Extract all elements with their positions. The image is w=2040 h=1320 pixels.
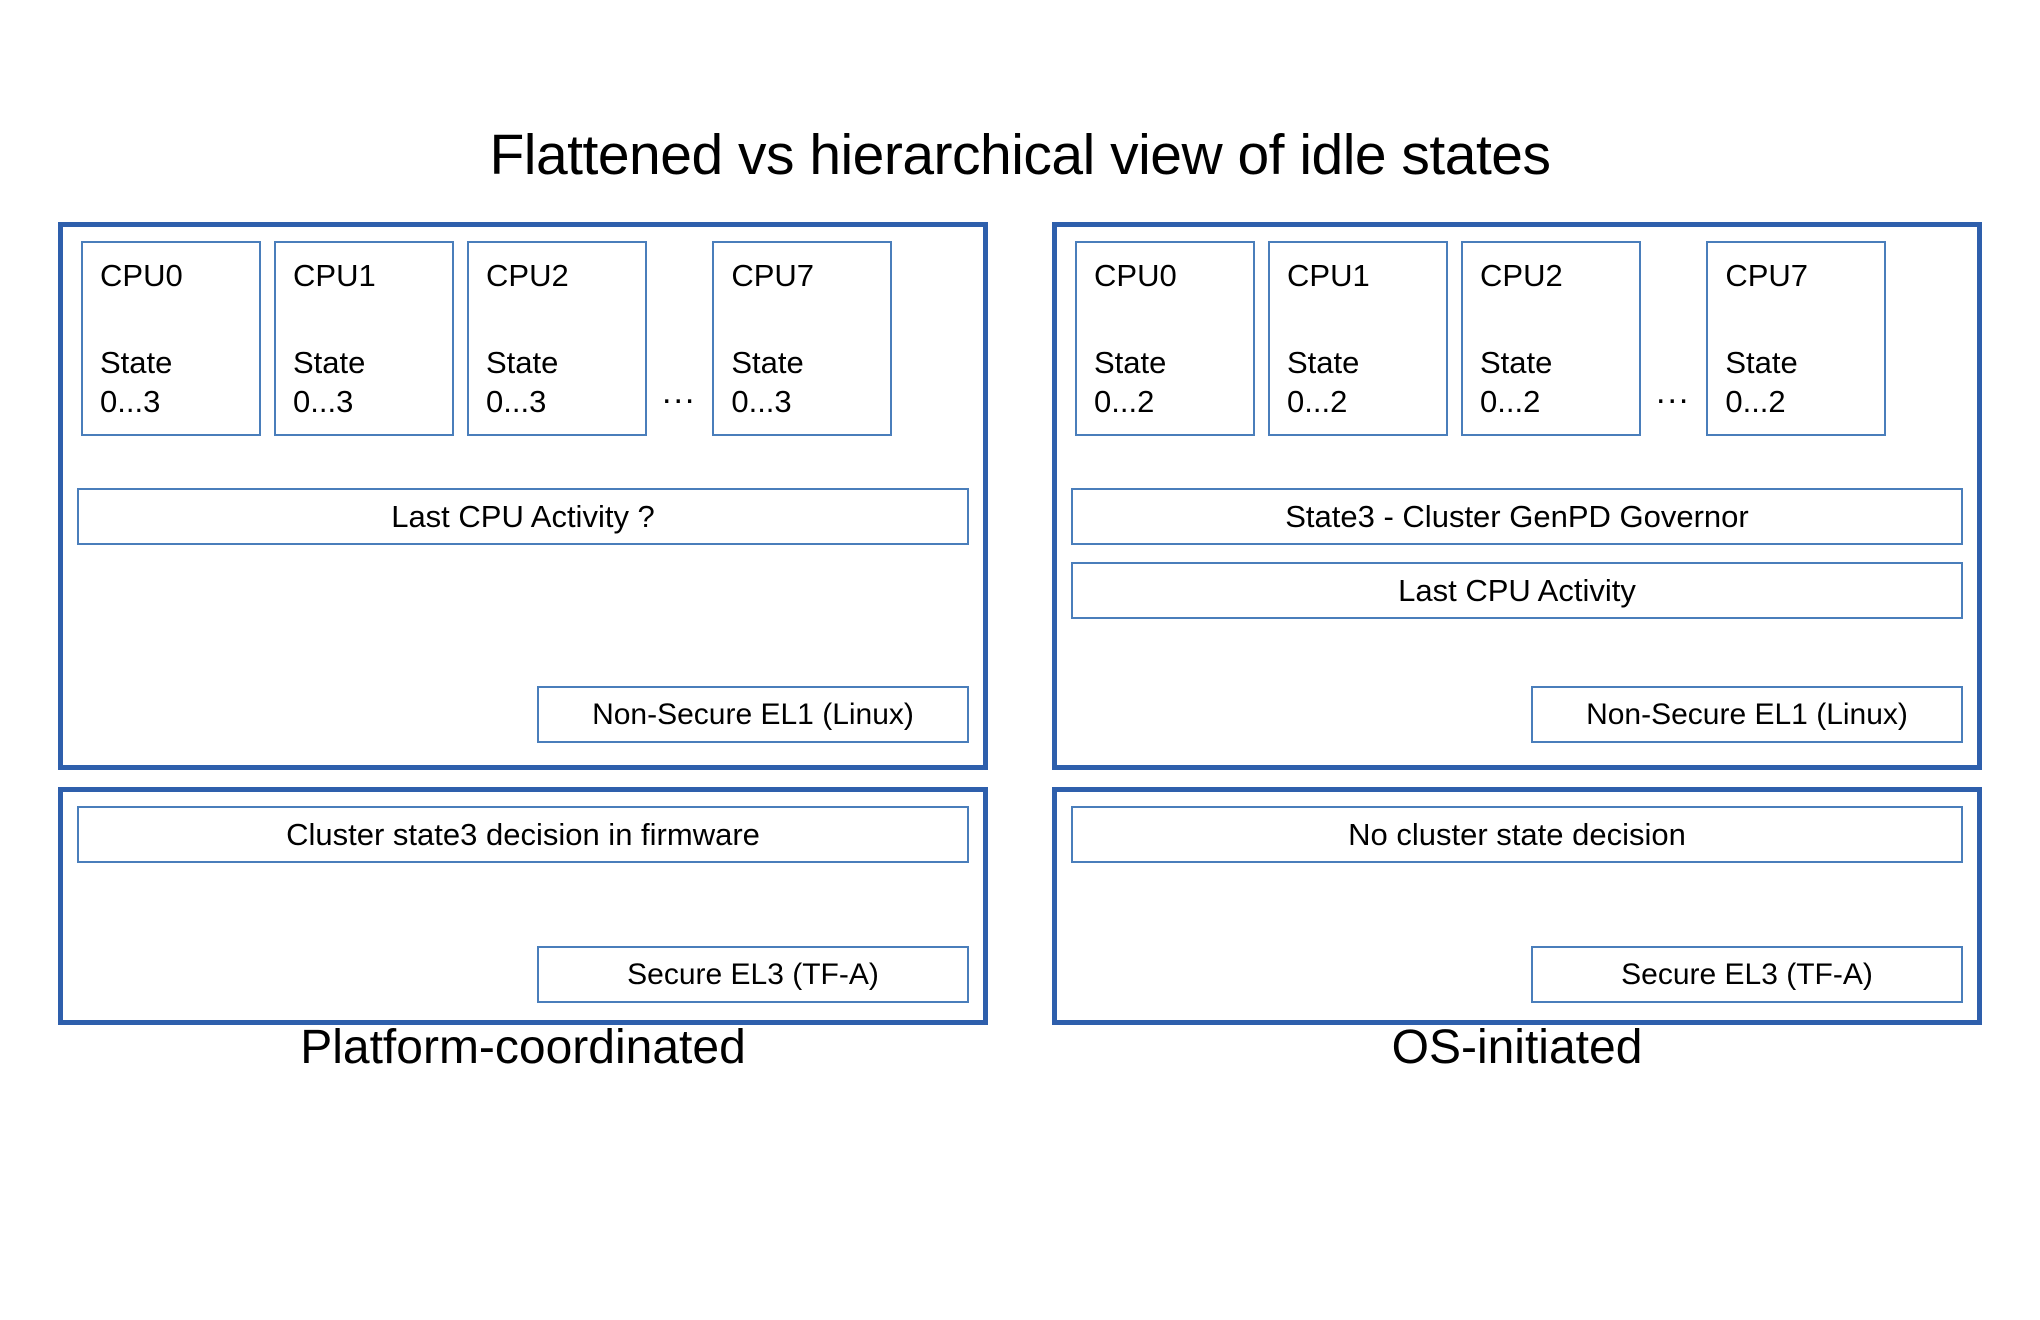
cpu-ellipsis: ... <box>1656 373 1691 411</box>
cpu-label: CPU2 <box>1480 258 1563 293</box>
cpu-state-range: 0...3 <box>293 383 354 419</box>
cpu-box <box>1075 241 1255 436</box>
cpu-state-label: State <box>486 344 559 380</box>
cluster-state-decision-bar: No cluster state decision <box>1071 806 1963 863</box>
cpu-box <box>712 241 892 436</box>
cluster-state-decision-bar: Cluster state3 decision in firmware <box>77 806 969 863</box>
cpu-label: CPU2 <box>486 258 569 293</box>
firmware-layer-box-left <box>58 787 988 1025</box>
cpu-state-range: 0...2 <box>1480 383 1541 419</box>
exception-level-el3-badge: Secure EL3 (TF-A) <box>537 946 969 1003</box>
cpu-state-range: 0...3 <box>486 383 547 419</box>
last-cpu-activity-bar: Last CPU Activity <box>1071 562 1963 619</box>
cpu-state-label: State <box>1094 344 1167 380</box>
cpu-label: CPU0 <box>1094 258 1177 293</box>
panel-caption-right: OS-initiated <box>1391 1021 1643 1074</box>
cpu-state-label: State <box>293 344 366 380</box>
cpu-box <box>1706 241 1886 436</box>
cpu-row-left <box>77 241 969 436</box>
os-layer-box-right <box>1052 222 1982 770</box>
cpu-state-label: State <box>100 344 173 380</box>
panel-platform-coordinated <box>58 222 988 1025</box>
last-cpu-activity-bar: Last CPU Activity ? <box>77 488 969 545</box>
cpu-label: CPU1 <box>1287 258 1370 293</box>
cpu-row-right <box>1071 241 1963 436</box>
panel-caption-left: Platform-coordinated <box>300 1021 746 1074</box>
cpu-state-label: State <box>731 344 804 380</box>
exception-level-el3-badge: Secure EL3 (TF-A) <box>1531 946 1963 1003</box>
cpu-state-label: State <box>1725 344 1798 380</box>
cpu-state-label: State <box>1480 344 1553 380</box>
cpu-label: CPU1 <box>293 258 376 293</box>
cpu-state-range: 0...3 <box>100 383 161 419</box>
cpu-state-range: 0...2 <box>1287 383 1348 419</box>
cpu-box <box>274 241 454 436</box>
cpu-box <box>467 241 647 436</box>
cpu-box <box>1268 241 1448 436</box>
cpu-label: CPU7 <box>1725 258 1809 293</box>
cpu-ellipsis: ... <box>662 373 697 411</box>
panel-os-initiated <box>1052 222 1982 1025</box>
cpu-box <box>1461 241 1641 436</box>
cpu-state-range: 0...3 <box>731 383 792 419</box>
cluster-genpd-governor-bar: State3 - Cluster GenPD Governor <box>1071 488 1963 545</box>
cpu-box <box>81 241 261 436</box>
diagram-columns <box>58 222 1982 1025</box>
cpu-state-label: State <box>1287 344 1360 380</box>
cpu-label: CPU0 <box>100 258 183 293</box>
page-title: Flattened vs hierarchical view of idle states <box>489 123 1551 187</box>
os-layer-box-left <box>58 222 988 770</box>
cpu-state-range: 0...2 <box>1094 383 1155 419</box>
cpu-state-range: 0...2 <box>1725 383 1786 419</box>
firmware-layer-box-right <box>1052 787 1982 1025</box>
exception-level-el1-badge: Non-Secure EL1 (Linux) <box>537 686 969 743</box>
cpu-label: CPU7 <box>731 258 815 293</box>
exception-level-el1-badge: Non-Secure EL1 (Linux) <box>1531 686 1963 743</box>
